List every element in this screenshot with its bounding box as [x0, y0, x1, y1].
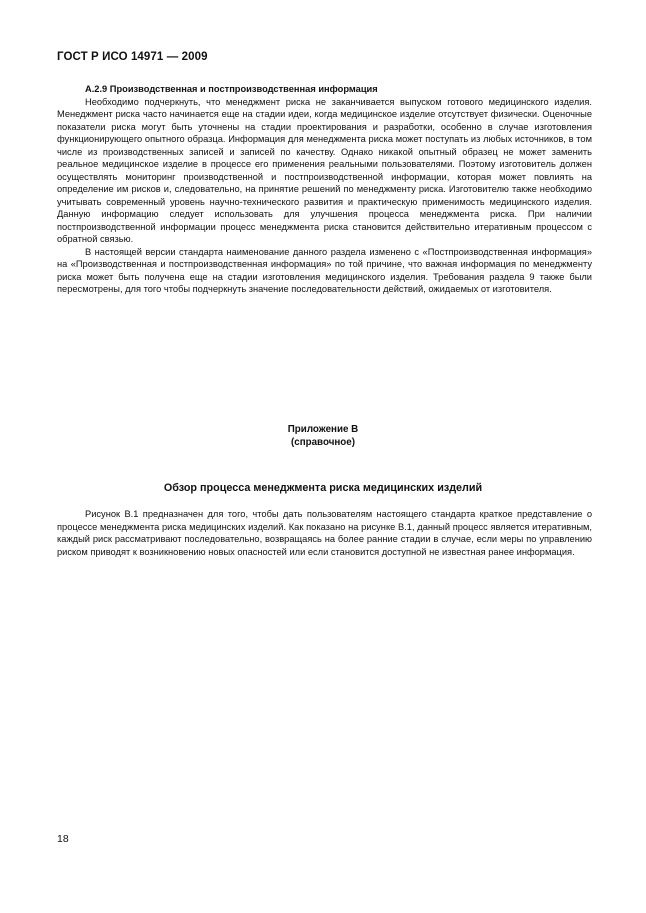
annex-label: Приложение В: [287, 424, 359, 435]
annex-heading: [0, 424, 646, 449]
page-number: 18: [57, 833, 69, 845]
document-header: ГОСТ Р ИСО 14971 — 2009: [57, 51, 208, 63]
annex-paragraph: Рисунок В.1 предназначен для того, чтобы дать пользователям настоящего стандарта краткое представление о процессе менеджмента риска медицинских изделий. Как показано на рисунке В.1, данный процесс является итеративным, каждый риск рассматривают последовательно, возвращаясь на более ранние стадии в случае, если меры по управлению риском приводят к возникновению новых опасностей или если становится доступной не известная ранее информация.: [57, 509, 592, 557]
section-paragraph-1: Необходимо подчеркнуть, что менеджмент риска не заканчивается выпуском готового медицинского изделия. Менеджмент риска часто начинается еще на стадии идеи, когда медицинское изделие отсутствует физически. Оценочные показатели риска могут быть уточнены на стадии проектирования и разработки, особенно в случае изготовления функционирующего опытного образца. Информация для менеджмента риска может поступать из любых источников, в том числе из производственных записей и записей по качеству. Однако никакой опытный образец не может заменить реальное медицинское изделие в процессе его применения реальными пользователями. Поэтому изготовитель должен осуществлять мониторинг производственной и постпроизводственной информации, которая может повлиять на определение им рисков и, следовательно, на принятие решений по менеджменту риска. Изготовителю также необходимо учитывать современный уровень научно-технического развития и практическую применимость медицинского изделия. Данную информацию следует использовать для улучшения процесса менеджмента риска. При наличии постпроизводственной информации процесс менеджмента риска становится действительно итеративным процессом с обратной связью.: [57, 96, 592, 244]
section-paragraph-2: В настоящей версии стандарта наименование данного раздела изменено с «Постпроизводственная информация» на «Производственная и постпроизводственная информация» по той причине, что важная информация по менеджменту риска может быть получена еще на стадии изготовления медицинского изделия. Требования раздела 9 также были пересмотрены, для того чтобы подчеркнуть значение последовательности действий, ожидаемых от изготовителя.: [57, 246, 592, 294]
section-a-2-9: [57, 83, 592, 296]
annex-status: (справочное): [291, 436, 355, 448]
annex-intro: [57, 508, 592, 558]
section-title: А.2.9 Производственная и постпроизводственная информация: [85, 84, 378, 94]
annex-title: Обзор процесса менеджмента риска медицинских изделий: [163, 482, 483, 494]
